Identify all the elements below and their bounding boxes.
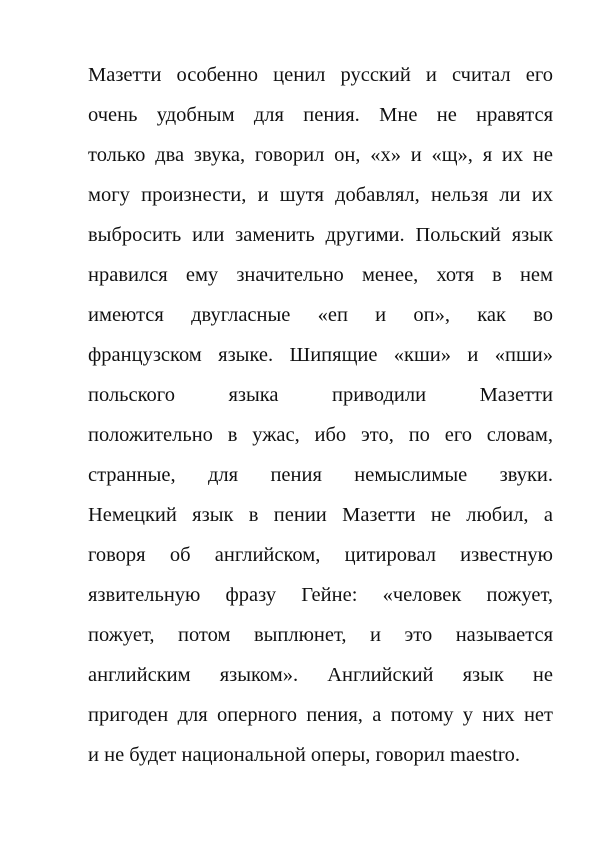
body-paragraph (88, 55, 553, 775)
text-line-13: говоря об английском, цитировал известную (88, 544, 553, 566)
text-line-17: пригоден для оперного пения, а потому у них нет (88, 704, 553, 726)
text-line-3: только два звука, говорил он, «х» и «щ», я их не (88, 144, 553, 166)
text-line-2: очень удобным для пения. Мне не нравятся (88, 104, 553, 126)
text-line-9: польского языка приводили Мазетти (88, 384, 553, 406)
text-line-6: нравился ему значительно менее, хотя в нем (88, 264, 553, 286)
text-line-7: имеются двугласные «еп и оп», как во (88, 304, 553, 326)
text-line-12: Немецкий язык в пении Мазетти не любил, а (88, 504, 553, 526)
text-line-18: и не будет национальной оперы, говорил maestro. (88, 744, 521, 766)
text-line-8: французском языке. Шипящие «кши» и «пши» (88, 344, 553, 366)
text-line-5: выбросить или заменить другими. Польский язык (88, 224, 553, 246)
text-line-16: английским языком». Английский язык не (88, 664, 553, 686)
text-line-15: пожует, потом выплюнет, и это называется (88, 624, 553, 646)
text-line-1: Мазетти особенно ценил русский и считал его (88, 64, 553, 86)
text-line-14: язвительную фразу Гейне: «человек пожует, (88, 584, 553, 606)
text-line-4: могу произнести, и шутя добавлял, нельзя ли их (88, 184, 553, 206)
text-line-11: странные, для пения немыслимые звуки. (88, 464, 553, 486)
text-line-10: положительно в ужас, ибо это, по его словам, (88, 424, 553, 446)
